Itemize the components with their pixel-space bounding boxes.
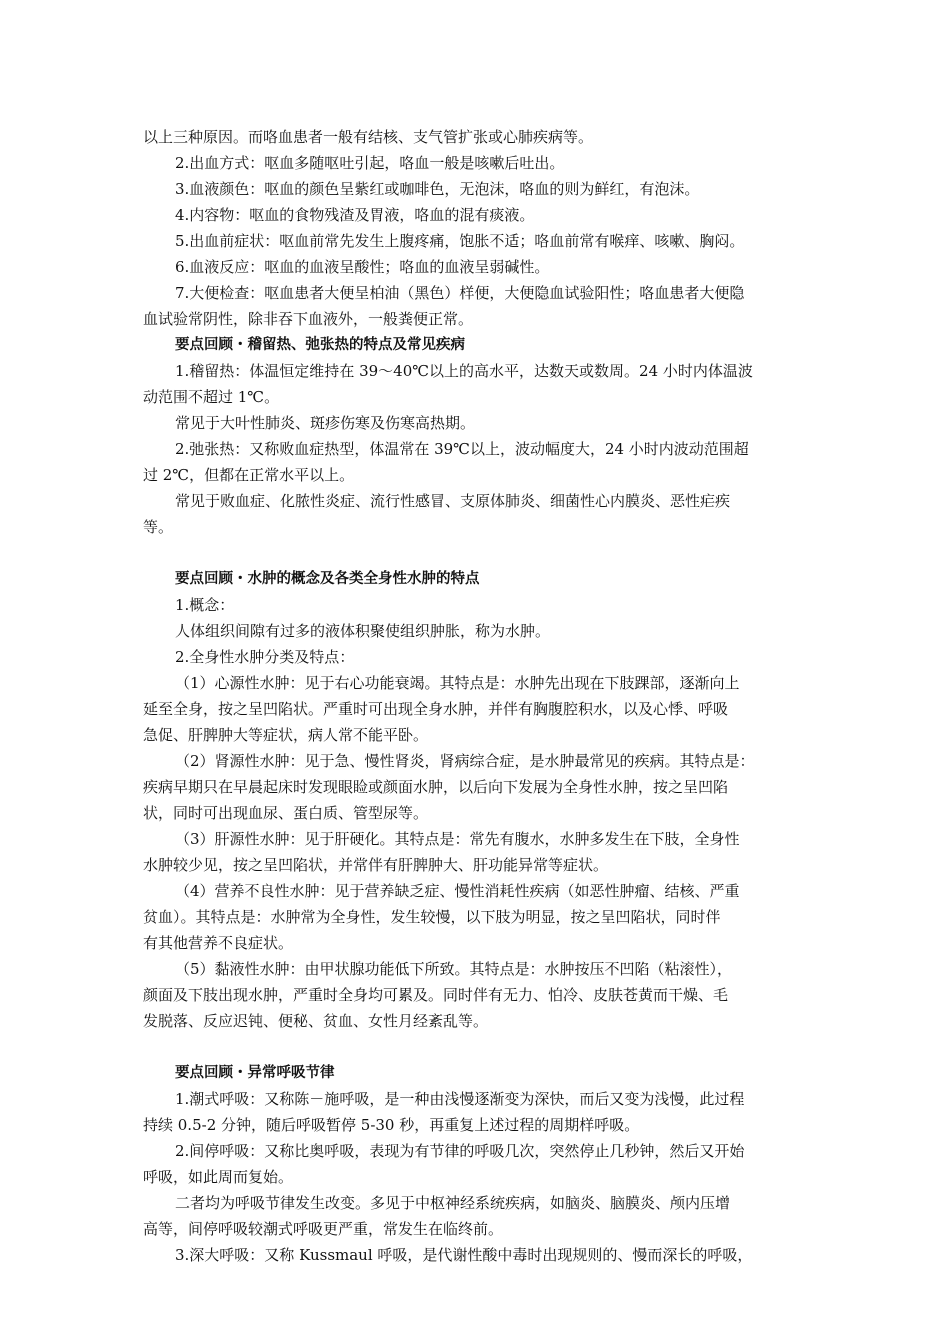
blank-line — [143, 540, 815, 566]
text-line: 7.大便检查：呕血患者大便呈柏油（黑色）样便，大便隐血试验阳性；咯血患者大便隐 — [175, 284, 745, 302]
text-line: 3.深大呼吸：又称 Kussmaul 呼吸，是代谢性酸中毒时出现规则的、慢而深长的呼吸， — [175, 1246, 753, 1264]
text-line: 常见于大叶性肺炎、斑疹伤寒及伤寒高热期。 — [175, 414, 476, 432]
text-line: 呼吸，如此周而复始。 — [143, 1168, 294, 1186]
text-line: 以上三种原因。而咯血患者一般有结核、支气管扩张或心肺疾病等。 — [143, 128, 594, 146]
text-line: 常见于败血症、化脓性炎症、流行性感冒、支原体肺炎、细菌性心内膜炎、恶性疟疾 — [175, 492, 731, 510]
text-line: （2）肾源性水肿：见于急、慢性肾炎，肾病综合症，是水肿最常见的疾病。其特点是： — [175, 752, 755, 770]
text-line: 急促、肝脾肿大等症状，病人常不能平卧。 — [143, 726, 429, 744]
text-line: 5.出血前症状：呕血前常先发生上腹疼痛，饱胀不适；咯血前常有喉痒、咳嗽、胸闷。 — [175, 232, 745, 250]
text-line: 2.出血方式：呕血多随呕吐引起，咯血一般是咳嗽后吐出。 — [175, 154, 565, 172]
text-line: 4.内容物：呕血的食物残渣及胃液，咯血的混有痰液。 — [175, 206, 535, 224]
document-page — [143, 124, 815, 1268]
text-line: 3.血液颜色：呕血的颜色呈紫红或咖啡色，无泡沫，咯血的则为鲜红，有泡沫。 — [175, 180, 700, 198]
section-heading: 要点回顾・异常呼吸节律 — [175, 1065, 335, 1081]
text-line: 有其他营养不良症状。 — [143, 934, 294, 952]
text-line: （1）心源性水肿：见于右心功能衰竭。其特点是：水肿先出现在下肢踝部，逐渐向上 — [175, 674, 740, 692]
text-line: 1.潮式呼吸：又称陈－施呼吸，是一种由浅慢逐渐变为深快，而后又变为浅慢，此过程 — [175, 1090, 745, 1108]
text-line: 血试验常阴性，除非吞下血液外，一般粪便正常。 — [143, 310, 474, 328]
text-line: 过 2℃，但都在正常水平以上。 — [143, 466, 355, 484]
text-line: 贫血）。其特点是：水肿常为全身性，发生较慢，以下肢为明显，按之呈凹陷状，同时伴 — [143, 908, 721, 926]
edema-section — [143, 566, 815, 1034]
text-line: 1.概念： — [175, 596, 235, 614]
text-line: （3）肝源性水肿：见于肝硬化。其特点是：常先有腹水，水肿多发生在下肢，全身性 — [175, 830, 740, 848]
text-line: 持续 0.5-2 分钟，随后呼吸暂停 5-30 秒，再重复上述过程的周期样呼吸。 — [143, 1116, 640, 1134]
text-line: 2.弛张热：又称败血症热型，体温常在 39℃以上，波动幅度大，24 小时内波动范围超 — [175, 440, 749, 458]
text-line: 颜面及下肢出现水肿，严重时全身均可累及。同时伴有无力、怕冷、皮肤苍黄而干燥、毛 — [143, 986, 729, 1004]
hemoptysis-section — [143, 124, 815, 332]
blank-line — [143, 1034, 815, 1060]
text-line: （5）黏液性水肿：由甲状腺功能低下所致。其特点是：水肿按压不凹陷（粘滚性）， — [175, 960, 733, 978]
section-heading: 要点回顾・稽留热、弛张热的特点及常见疾病 — [175, 337, 465, 353]
text-line: 人体组织间隙有过多的液体积聚使组织肿胀，称为水肿。 — [175, 622, 551, 640]
text-line: 等。 — [143, 518, 174, 536]
text-line: 6.血液反应：呕血的血液呈酸性；咯血的血液呈弱碱性。 — [175, 258, 550, 276]
text-line: 发脱落、反应迟钝、便秘、贫血、女性月经紊乱等。 — [143, 1012, 489, 1030]
text-line: 状，同时可出现血尿、蛋白质、管型尿等。 — [143, 804, 429, 822]
text-line: 疾病早期只在早晨起床时发现眼睑或颜面水肿，以后向下发展为全身性水肿，按之呈凹陷 — [143, 778, 729, 796]
text-line: 水肿较少见，按之呈凹陷状，并常伴有肝脾肿大、肝功能异常等症状。 — [143, 856, 609, 874]
text-line: 2.间停呼吸：又称比奥呼吸，表现为有节律的呼吸几次，突然停止几秒钟，然后又开始 — [175, 1142, 745, 1160]
text-line: 延至全身，按之呈凹陷状。严重时可出现全身水肿，并伴有胸腹腔积水，以及心悸、呼吸 — [143, 700, 729, 718]
breathing-section — [143, 1060, 815, 1268]
text-line: 1.稽留热：体温恒定维持在 39～40℃以上的高水平，达数天或数周。24 小时内体温波 — [175, 362, 753, 380]
fever-section — [143, 332, 815, 540]
section-heading: 要点回顾・水肿的概念及各类全身性水肿的特点 — [175, 571, 480, 587]
text-line: 高等，间停呼吸较潮式呼吸更严重，常发生在临终前。 — [143, 1220, 504, 1238]
text-line: 动范围不超过 1℃。 — [143, 388, 280, 406]
text-line: 二者均为呼吸节律发生改变。多见于中枢神经系统疾病，如脑炎、脑膜炎、颅内压增 — [175, 1194, 731, 1212]
text-line: 2.全身性水肿分类及特点： — [175, 648, 355, 666]
text-line: （4）营养不良性水肿：见于营养缺乏症、慢性消耗性疾病（如恶性肿瘤、结核、严重 — [175, 882, 740, 900]
